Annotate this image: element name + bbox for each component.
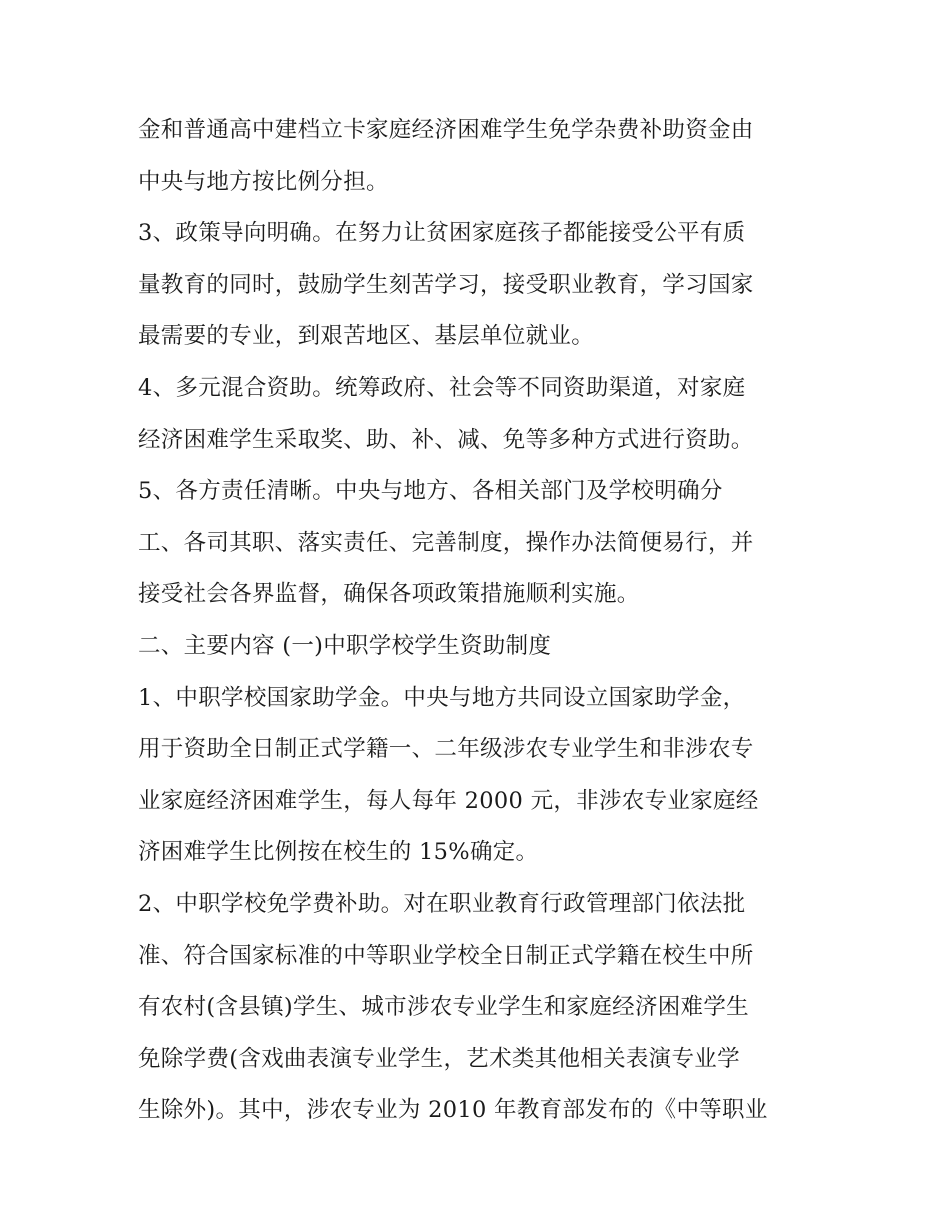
text-line: 准、符合国家标准的中等职业学校全日制正式学籍在校生中所 (138, 942, 754, 969)
text-line: 免除学费(含戏曲表演专业学生，艺术类其他相关表演专业学 (138, 1045, 740, 1072)
text-line: 1、中职学校国家助学金。中央与地方共同设立国家助学金， (138, 684, 746, 711)
text-line: 最需要的专业，到艰苦地区、基层单位就业。 (138, 323, 595, 350)
text-line: 济困难学生比例按在校生的 15%确定。 (138, 839, 539, 866)
text-line: 经济困难学生采取奖、助、补、减、免等多种方式进行资助。 (138, 426, 754, 453)
text-line: 业家庭经济困难学生，每人每年 2000 元，非涉农专业家庭经 (138, 787, 759, 814)
text-line: 2、中职学校免学费补助。对在职业教育行政管理部门依法批 (138, 890, 746, 917)
document-body (138, 105, 828, 1137)
text-line: 3、政策导向明确。在努力让贫困家庭孩子都能接受公平有质 (138, 220, 746, 247)
text-line: 量教育的同时，鼓励学生刻苦学习，接受职业教育，学习国家 (138, 271, 754, 298)
section-heading: 二、主要内容 (一)中职学校学生资助制度 (138, 632, 552, 659)
text-line: 5、各方责任清晰。中央与地方、各相关部门及学校明确分 (138, 478, 723, 505)
text-line: 金和普通高中建档立卡家庭经济困难学生免学杂费补助资金由 (138, 117, 754, 143)
text-line: 4、多元混合资助。统筹政府、社会等不同资助渠道，对家庭 (138, 374, 746, 401)
text-line: 生除外)。其中，涉农专业为 2010 年教育部发布的《中等职业 (138, 1097, 768, 1124)
text-line: 接受社会各界监督，确保各项政策措施顺利实施。 (138, 581, 640, 608)
text-line: 有农村(含县镇)学生、城市涉农专业学生和家庭经济困难学生 (138, 994, 749, 1021)
text-line: 用于资助全日制正式学籍一、二年级涉农专业学生和非涉农专 (138, 736, 754, 763)
text-line: 工、各司其职、落实责任、完善制度，操作办法简便易行，并 (138, 529, 754, 556)
text-line: 中央与地方按比例分担。 (138, 168, 389, 195)
